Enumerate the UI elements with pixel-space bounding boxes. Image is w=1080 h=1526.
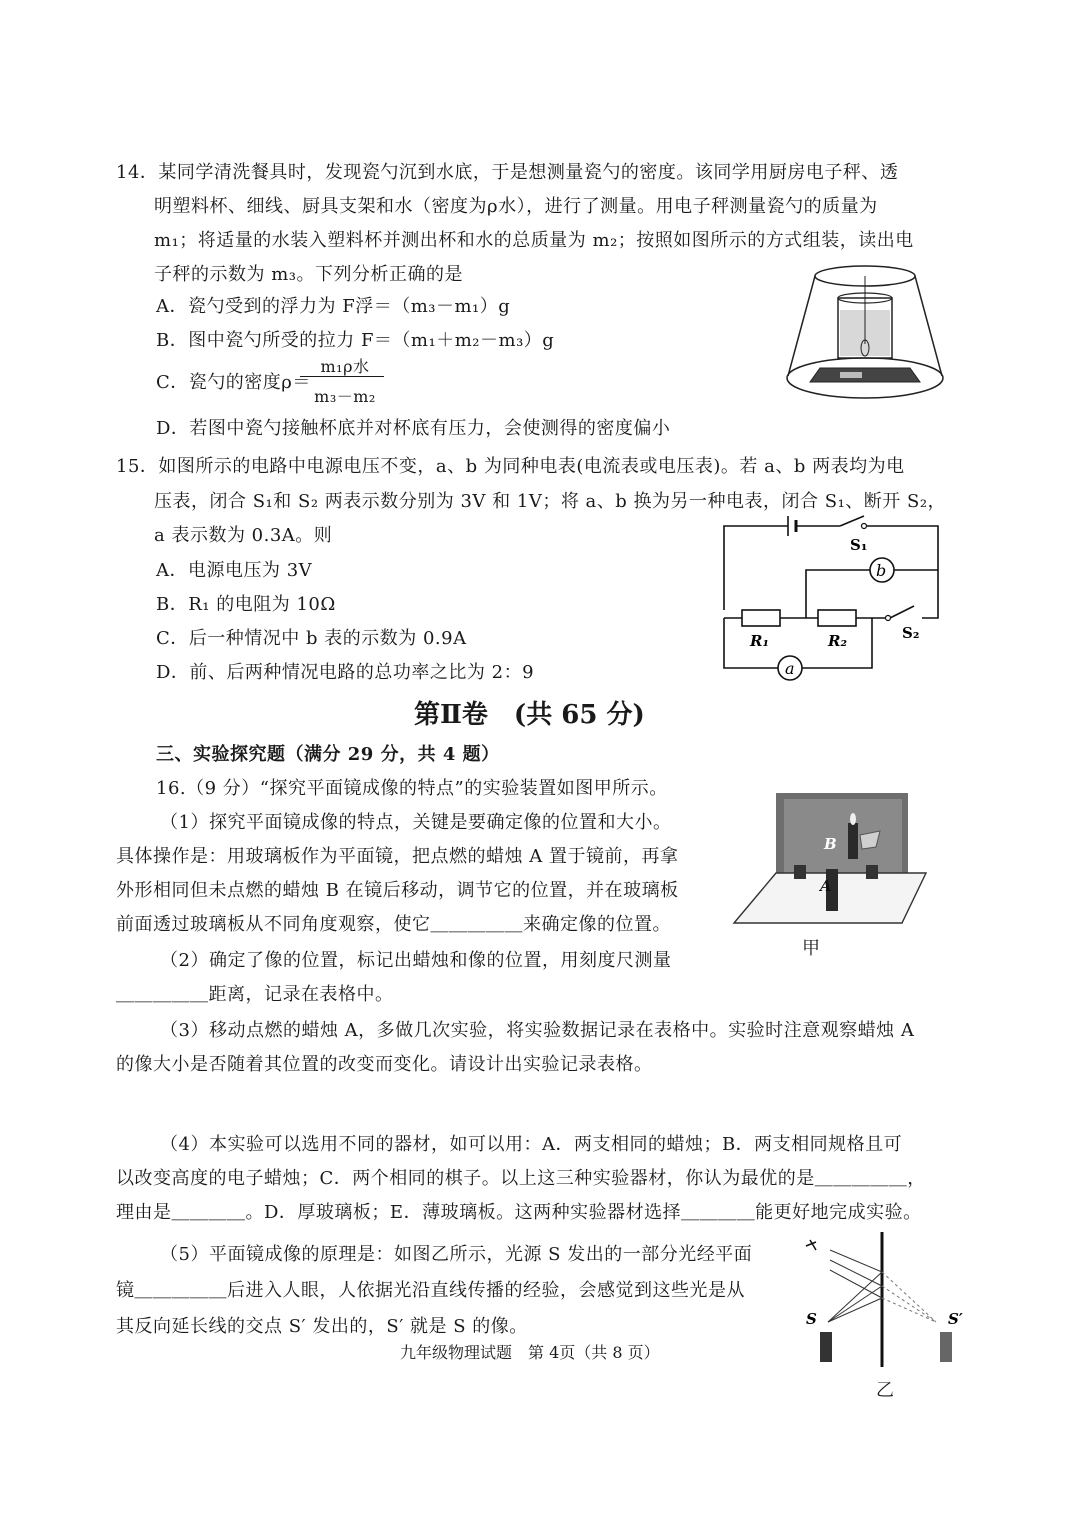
- q16-part5-line-1: （5）平面镜成像的原理是：如图乙所示，光源 S 发出的一部分光经平面: [160, 1244, 753, 1265]
- q14-line-1: 14．某同学清洗餐具时，发现瓷勺沉到水底，于是想测量瓷勺的密度。该同学用厨房电子秤、透: [116, 162, 899, 183]
- q16-part4-line-1: （4）本实验可以选用不同的器材，如可以用：A．两支相同的蜡烛；B．两支相同规格且可: [160, 1134, 903, 1155]
- q14-option-a: A．瓷勺受到的浮力为 F浮＝（m₃－m₁）g: [156, 296, 511, 317]
- resistor-r2-label: R₂: [828, 632, 848, 650]
- meter-a-label: a: [785, 659, 795, 678]
- q16-figure-yi-ray-diagram: [800, 1232, 970, 1392]
- q15-line-2: 压表，闭合 S₁和 S₂ 两表示数分别为 3V 和 1V；将 a、b 换为另一种电表，闭合 S₁、断开 S₂，: [154, 491, 947, 512]
- switch-s2-label: S₂: [902, 624, 920, 642]
- q15-line-3: a 表示数为 0.3A。则: [154, 525, 333, 546]
- q14-option-c: [156, 368, 311, 394]
- image-s-prime-label: S′: [948, 1310, 963, 1328]
- q16-part5-line-3: 其反向延长线的交点 S′ 发出的，S′ 就是 S 的像。: [116, 1316, 528, 1337]
- q15-line-1: 15．如图所示的电路中电源电压不变，a、b 为同种电表(电流表或电压表)。若 a、b 两表均为电: [116, 456, 905, 477]
- page-footer: 九年级物理试题 第 4页（共 8 页）: [400, 1343, 660, 1362]
- q14-fraction-numerator: m₁ρ水: [320, 357, 370, 376]
- q16-part1-line-4: 前面透过玻璃板从不同角度观察，使它＿＿＿＿＿来确定像的位置。: [116, 914, 671, 935]
- q16-part4-line-3: 理由是＿＿＿＿。D．厚玻璃板；E．薄玻璃板。这两种实验器材选择＿＿＿＿能更好地完成实验。: [116, 1202, 922, 1223]
- switch-s1-label: S₁: [850, 536, 868, 554]
- q16-part3-line-1: （3）移动点燃的蜡烛 A，多做几次实验，将实验数据记录在表格中。实验时注意观察蜡烛 A: [160, 1020, 915, 1041]
- part-two-title: 第Ⅱ卷 (共 65 分): [414, 700, 645, 730]
- q14-option-b: B．图中瓷勺所受的拉力 F＝（m₁＋m₂－m₃）g: [156, 330, 555, 351]
- q16-part3-line-2: 的像大小是否随着其位置的改变而变化。请设计出实验记录表格。: [116, 1054, 653, 1075]
- q16-part2-line-1: （2）确定了像的位置，标记出蜡烛和像的位置，用刻度尺测量: [160, 950, 672, 971]
- figure-jia-caption: 甲: [802, 938, 820, 959]
- meter-b-label: b: [876, 561, 887, 580]
- q16-part1-line-2: 具体操作是：用玻璃板作为平面镜，把点燃的蜡烛 A 置于镜前，再拿: [116, 846, 679, 867]
- q15-option-c: C．后一种情况中 b 表的示数为 0.9A: [156, 628, 467, 649]
- q14-option-d: D．若图中瓷勺接触杯底并对杯底有压力，会使测得的密度偏小: [156, 418, 671, 439]
- q14-scale-apparatus-figure: [780, 258, 950, 408]
- q14-line-3: m₁；将适量的水装入塑料杯并测出杯和水的总质量为 m₂；按照如图所示的方式组装，读出电: [154, 230, 914, 251]
- q14-option-c-prefix: C．瓷勺的密度ρ＝: [156, 372, 311, 393]
- q16-part2-line-2: ＿＿＿＿＿距离，记录在表格中。: [116, 984, 394, 1005]
- figure-yi-caption: 乙: [876, 1380, 894, 1401]
- source-s-label: S: [806, 1310, 817, 1328]
- q15-option-b: B．R₁ 的电阻为 10Ω: [156, 594, 336, 615]
- q15-circuit-figure: [716, 510, 946, 690]
- q16-part5-line-2: 镜＿＿＿＿＿后进入人眼，人依据光沿直线传播的经验，会感觉到这些光是从: [116, 1280, 745, 1301]
- q15-option-a: A．电源电压为 3V: [156, 560, 313, 581]
- q16-part1-line-3: 外形相同但未点燃的蜡烛 B 在镜后移动，调节它的位置，并在玻璃板: [116, 880, 679, 901]
- q16-figure-jia-mirror-setup: [730, 793, 930, 933]
- q16-part1-line-1: （1）探究平面镜成像的特点，关键是要确定像的位置和大小。: [160, 812, 672, 833]
- q16-intro: 16.（9 分）“探究平面镜成像的特点”的实验装置如图甲所示。: [156, 778, 668, 799]
- q14-line-4: 子秤的示数为 m₃。下列分析正确的是: [154, 264, 464, 285]
- q14-fraction-denominator: m₃－m₂: [314, 387, 376, 406]
- q16-part4-line-2: 以改变高度的电子蜡烛；C．两个相同的棋子。以上这三种实验器材，你认为最优的是＿＿＿＿＿，: [116, 1168, 926, 1189]
- q14-line-2: 明塑料杯、细线、厨具支架和水（密度为ρ水），进行了测量。用电子秤测量瓷勺的质量为: [154, 196, 878, 217]
- section-three-heading: 三、实验探究题（满分 29 分，共 4 题）: [156, 744, 500, 765]
- candle-a-label: A: [820, 877, 832, 895]
- q15-option-d: D．前、后两种情况电路的总功率之比为 2：9: [156, 662, 535, 683]
- fraction-bar: [300, 376, 384, 377]
- resistor-r1-label: R₁: [750, 632, 770, 650]
- candle-b-label: B: [824, 835, 837, 853]
